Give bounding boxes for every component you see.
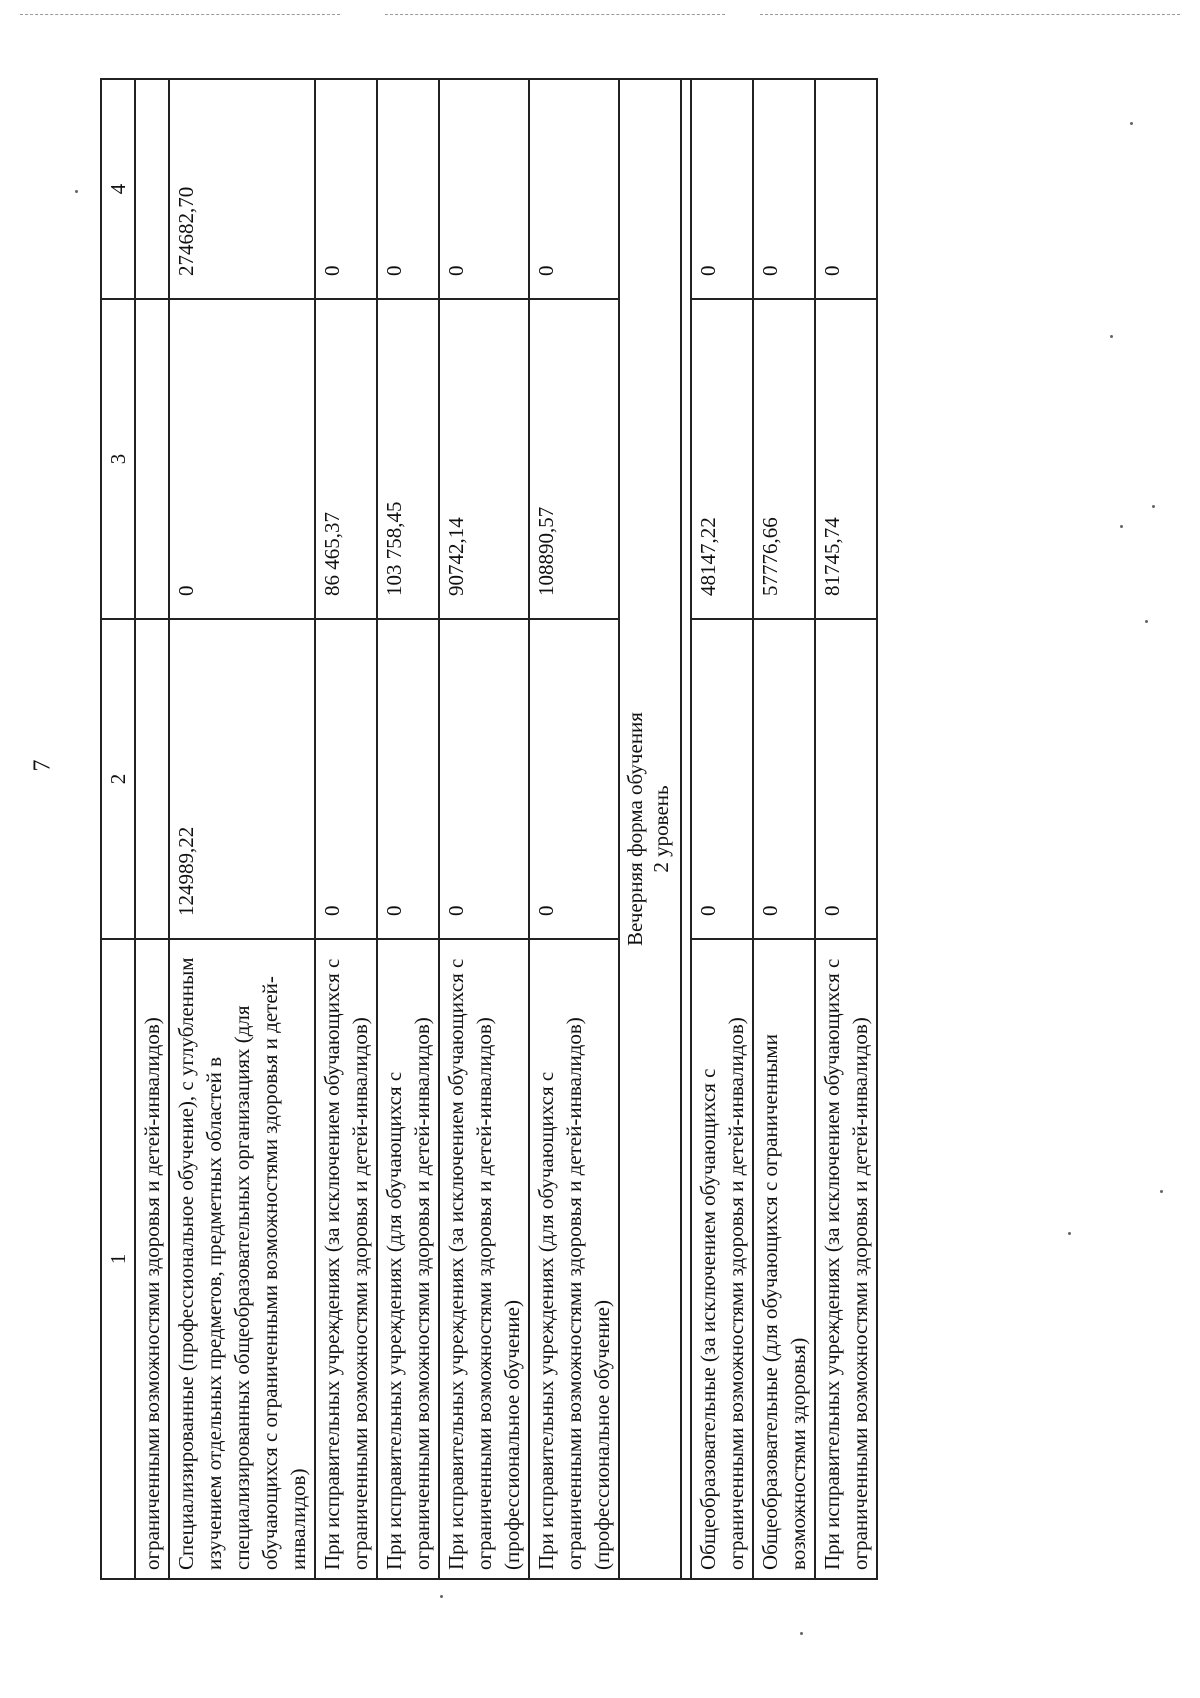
table-row — [815, 79, 877, 1579]
row-value-col-3: 48147,22 — [691, 299, 753, 619]
row-value-col-2: 0 — [815, 619, 877, 939]
header-col-2: 2 — [101, 619, 135, 939]
row-name: При исправительных учреждениях (за исключением обучающихся с ограниченными возможностями здоровья и детей-инвалидов) — [815, 939, 877, 1579]
row-value-col-4: 0 — [377, 79, 439, 299]
section-subtitle: 2 уровень — [649, 785, 673, 873]
row-value-col-4: 0 — [315, 79, 377, 299]
section-title: Вечерняя форма обучения — [623, 712, 647, 946]
header-col-4: 4 — [101, 79, 135, 299]
row-value-col-4: 274682,70 — [169, 79, 315, 299]
row-name: При исправительных учреждениях (для обучающихся с ограниченными возможностями здоровья и детей-инвалидов) — [377, 939, 439, 1579]
page-number: 7 — [29, 759, 56, 772]
row-name: Общеобразовательные (для обучающихся с ограниченными возможностями здоровья) — [753, 939, 815, 1579]
table-row — [315, 79, 377, 1579]
row-value-col-4: 0 — [753, 79, 815, 299]
row-value-col-3: 103 758,45 — [377, 299, 439, 619]
row-value-col-2: 124989,22 — [169, 619, 315, 939]
row-value-col-2: 0 — [315, 619, 377, 939]
row-value-col-2: 0 — [753, 619, 815, 939]
table-row — [169, 79, 315, 1579]
row-value-col-3: 86 465,37 — [315, 299, 377, 619]
section-header-row — [619, 79, 681, 1579]
row-value-col-3 — [135, 299, 169, 619]
row-name: ограниченными возможностями здоровья и детей-инвалидов) — [135, 939, 169, 1579]
section-gap — [681, 79, 691, 1579]
row-value-col-3: 0 — [169, 299, 315, 619]
table-row — [135, 79, 169, 1579]
row-value-col-3: 90742,14 — [439, 299, 529, 619]
scan-speck — [1160, 1190, 1163, 1193]
header-col-3: 3 — [101, 299, 135, 619]
table-row — [529, 79, 619, 1579]
row-name: При исправительных учреждениях (за исключением обучающихся с ограниченными возможностями здоровья и детей-инвалидов) — [315, 939, 377, 1579]
row-value-col-3: 108890,57 — [529, 299, 619, 619]
scan-speck — [1145, 620, 1148, 623]
row-value-col-4: 0 — [815, 79, 877, 299]
row-value-col-2: 0 — [439, 619, 529, 939]
table-row — [691, 79, 753, 1579]
table-row — [377, 79, 439, 1579]
row-value-col-4 — [135, 79, 169, 299]
row-value-col-4: 0 — [691, 79, 753, 299]
table-row — [753, 79, 815, 1579]
scan-speck — [800, 1632, 803, 1635]
row-value-col-4: 0 — [439, 79, 529, 299]
scan-artifact-line — [760, 14, 1180, 15]
section-gap-row — [681, 79, 691, 1579]
row-value-col-2: 0 — [691, 619, 753, 939]
header-col-1: 1 — [101, 939, 135, 1579]
row-value-col-4: 0 — [529, 79, 619, 299]
row-name: При исправительных учреждениях (для обучающихся с ограниченными возможностями здоровья и детей-инвалидов) (профессиональное обучение) — [529, 939, 619, 1579]
scan-speck — [440, 1595, 443, 1598]
row-value-col-2 — [135, 619, 169, 939]
section-header — [619, 79, 681, 1579]
row-value-col-2: 0 — [529, 619, 619, 939]
row-name: При исправительных учреждениях (за исключением обучающихся с ограниченными возможностями здоровья и детей-инвалидов) (профессиональное обучение) — [439, 939, 529, 1579]
row-name: Специализированные (профессиональное обучение), с углубленным изучением отдельных предметов, предметных областей в специализированных общеобразовательных организациях (для обучающихся с ограниченными возможностями здоровья и детей-инвалидов) — [169, 939, 315, 1579]
row-name: Общеобразовательные (за исключением обучающихся с ограниченными возможностями здоровья и детей-инвалидов) — [691, 939, 753, 1579]
scan-speck — [75, 190, 78, 193]
table-header-row — [101, 79, 135, 1579]
row-value-col-2: 0 — [377, 619, 439, 939]
scan-artifact-line — [20, 14, 340, 15]
rotated-table-wrapper — [100, 80, 1140, 1580]
row-value-col-3: 81745,74 — [815, 299, 877, 619]
scan-speck — [1152, 505, 1155, 508]
row-value-col-3: 57776,66 — [753, 299, 815, 619]
table-row — [439, 79, 529, 1579]
funding-table — [100, 78, 878, 1580]
scan-artifact-line — [385, 14, 725, 15]
